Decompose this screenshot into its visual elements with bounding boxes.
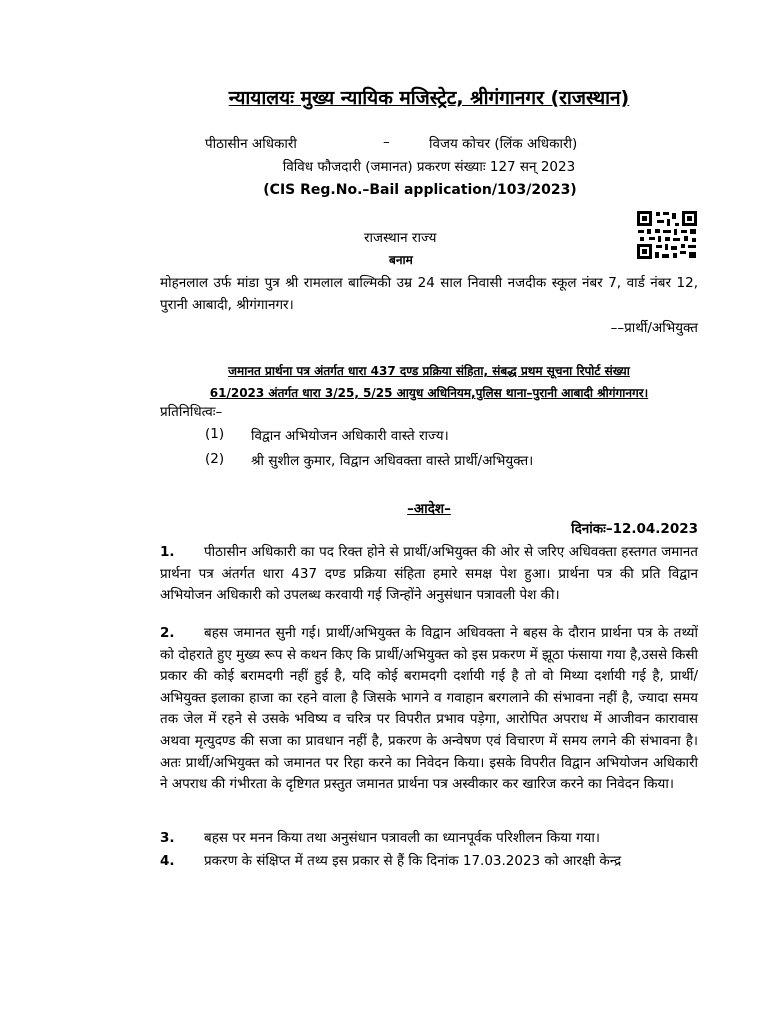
accused-party: मोहनलाल उर्फ मांडा पुत्र श्री रामलाल बाल्मिकी उम्र 24 साल निवासी नजदीक स्कूल नंबर 7, वार्ड नंबर 12, पुरानी आबादी, श्रीगंगानगर। <box>160 275 698 313</box>
application-subject <box>160 360 698 404</box>
paragraph-text: प्रकरण के संक्षिप्त में तथ्य इस प्रकार से हैं कि दिनांक 17.03.2023 को आरक्षी केन्द्र <box>204 853 622 869</box>
representation-item-number: (1) <box>205 426 225 442</box>
presiding-officer-name: विजय कोचर (लिंक अधिकारी) <box>429 136 578 152</box>
cis-registration-number: (CIS Reg.No.–Bail application/103/2023) <box>263 182 577 198</box>
order-paragraph <box>160 828 698 850</box>
paragraph-number: 4. <box>160 853 175 869</box>
presiding-officer-label: पीठासीन अधिकारी <box>205 136 297 152</box>
subject-line-2: 61/2023 अंतर्गत धारा 3/25, 5/25 आयुध अधिनियम,पुलिस थाना–पुरानी आबादी श्रीगंगानगर। <box>209 386 649 400</box>
representation-item-number: (2) <box>205 451 225 467</box>
order-date: दिनांकः–12.04.2023 <box>571 521 698 537</box>
state-party: राजस्थान राज्य <box>364 230 437 246</box>
order-paragraph <box>160 542 698 607</box>
paragraph-text: बहस जमानत सुनी गई। प्रार्थी/अभियुक्त के विद्वान अधिवक्ता ने बहस के दौरान प्रार्थना पत्र के तथ्यों को दोहराते हुए मुख्य रूप से कथन किए कि प्रार्थी/अभियुक्त को इस प्रकरण में झूठा फंसाया गया है,उससे किसी प्रकार की कोई बरामदगी नहीं हुई है, यदि कोई बरामदगी दर्शायी गई है तो वो मिथ्या दर्शायी गई है, प्रार्थी/अभियुक्त इलाका हाजा का रहने वाला है जिसके भागने व गवाहान बरगलाने की संभावना नहीं है, ज्यादा समय तक जेल में रहने से उसके भविष्य व चरित्र पर विपरीत प्रभाव पड़ेगा, आरोपित अपराध में आजीवन कारावास अथवा मृत्युदण्ड की सजा का प्रावधान नहीं है, प्रकरण के अन्वेषण एवं विचारण में समय लगने की संभावना है। अतः प्रार्थी/अभियुक्त को जमानत पर रिहा करने का निवेदन किया। इसके विपरीत विद्वान अभियोजन अधिकारी ने अपराध की गंभीरता के दृष्टिगत प्रस्तुत जमानत प्रार्थना पत्र अस्वीकार कर खारिज करने का निवेदन किया। <box>160 625 698 793</box>
paragraph-number: 1. <box>160 544 175 560</box>
paragraph-number: 3. <box>160 830 175 846</box>
representation-item-text: श्री सुशील कुमार, विद्वान अधिवक्ता वास्ते प्रार्थी/अभियुक्त। <box>251 453 534 469</box>
representation-item-text: विद्वान अभियोजन अधिकारी वास्ते राज्य। <box>251 428 449 444</box>
accused-role-label: ––प्रार्थी/अभियुक्त <box>610 320 698 336</box>
paragraph-number: 2. <box>160 625 175 641</box>
subject-line-1: जमानत प्रार्थना पत्र अंतर्गत धारा 437 दण्ड प्रक्रिया संहिता, संबद्ध प्रथम सूचना रिपोर्ट संख्या <box>228 364 630 378</box>
paragraph-text: पीठासीन अधिकारी का पद रिक्त होने से प्रार्थी/अभियुक्त की ओर से जरिए अधिवक्ता हस्तगत जमानत प्रार्थना पत्र अंतर्गत धारा 437 दण्ड प्रक्रिया संहिता हमारे समक्ष पेश हुआ। प्रार्थना पत्र की प्रति विद्वान अभियोजन अधिकारी को उपलब्ध करवायी गई जिन्होंने अनुसंधान पत्रावली पेश की। <box>160 544 698 604</box>
qr-code-icon <box>636 210 698 260</box>
presiding-dash: – <box>383 134 390 150</box>
representation-heading: प्रतिनिधित्वः– <box>160 404 223 420</box>
paragraph-text: बहस पर मनन किया तथा अनुसंधान पत्रावली का ध्यानपूर्वक परिशीलन किया गया। <box>204 830 601 846</box>
versus-label: बनाम <box>389 253 413 267</box>
case-number: विविध फौजदारी (जमानत) प्रकरण संख्याः 127 सन् 2023 <box>282 159 576 175</box>
order-paragraph <box>160 851 698 873</box>
order-heading: –आदेश– <box>407 501 451 517</box>
court-title: न्यायालयः मुख्य न्यायिक मजिस्ट्रेट, श्रीगंगानगर (राजस्थान) <box>228 87 630 109</box>
order-paragraph <box>160 623 698 796</box>
